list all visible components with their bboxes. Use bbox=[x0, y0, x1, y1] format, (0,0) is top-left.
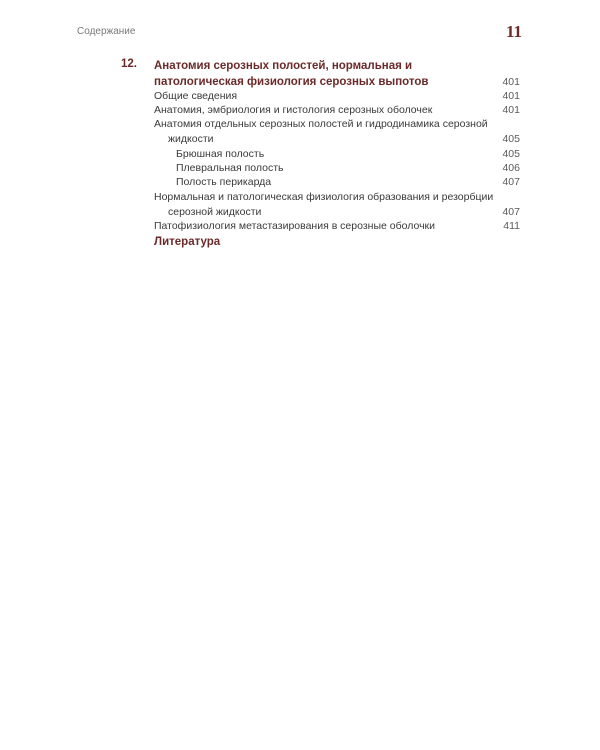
running-head: Содержание bbox=[77, 26, 136, 37]
toc-page: 411 bbox=[503, 220, 520, 232]
toc-page: 401 bbox=[502, 104, 520, 116]
toc-entry-serous-cavities[interactable]: Анатомия отдельных серозных полостей и гидродинамика серозной bbox=[154, 118, 488, 130]
toc-entry-continuation[interactable]: серозной жидкости bbox=[168, 206, 262, 218]
chapter-number: 12. bbox=[121, 58, 137, 70]
toc-page: 405 bbox=[502, 148, 520, 160]
toc-entry-pleural[interactable]: Плевральная полость bbox=[176, 162, 284, 174]
toc-entry-continuation[interactable]: жидкости bbox=[168, 133, 214, 145]
toc-page: 407 bbox=[502, 176, 520, 188]
chapter-title[interactable]: Анатомия серозных полостей, нормальная и патологическая физиология серозных выпотов bbox=[154, 60, 429, 88]
chapter-page: 401 bbox=[502, 76, 520, 88]
toc-entry-embryology[interactable]: Анатомия, эмбриология и гистология серозных оболочек bbox=[154, 104, 433, 116]
toc-entry-general[interactable]: Общие сведения bbox=[154, 90, 238, 102]
toc-page: 407 bbox=[502, 206, 520, 218]
toc-page: 405 bbox=[502, 133, 520, 145]
toc-entry-metastasis[interactable]: Патофизиология метастазирования в серозные оболочки bbox=[154, 220, 435, 232]
toc-entry-literature[interactable]: Литература bbox=[154, 236, 221, 248]
toc-page: 406 bbox=[502, 162, 520, 174]
toc-entry-abdominal[interactable]: Брюшная полость bbox=[176, 148, 265, 160]
toc-entry-physiology[interactable]: Нормальная и патологическая физиология образования и резорбции bbox=[154, 191, 494, 203]
page-number: 11 bbox=[505, 22, 522, 41]
toc-entry-pericardial[interactable]: Полость перикарда bbox=[176, 176, 272, 188]
toc-page: 401 bbox=[502, 90, 520, 102]
